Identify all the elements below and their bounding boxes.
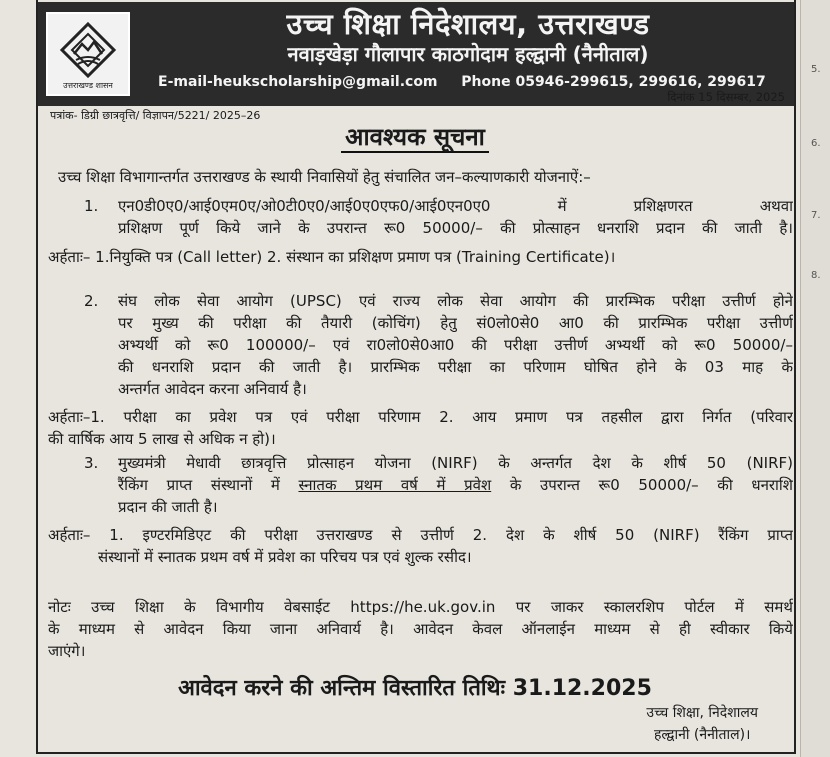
- intro-line: उच्च शिक्षा विभागान्तर्गत उत्तराखण्ड के स्थायी निवासियों हेतु संचालित जन–कल्याणकारी योजनाऐं:–: [58, 168, 591, 186]
- deadline-text: आवेदन करने की अन्तिम विस्तारित तिथिः 31.12.2025: [178, 676, 652, 701]
- margin-number: 6.: [811, 138, 821, 149]
- item-line: [48, 474, 793, 496]
- phone-text: Phone 05946-299615, 299616, 299617: [461, 74, 766, 90]
- note-line: जाएंगे।: [48, 642, 86, 660]
- eligibility-line: अर्हताः–1. परीक्षा का प्रवेश पत्र एवं परीक्षा परिणाम 2. आय प्रमाण पत्र तहसील द्वारा निर्गत (परिवार: [48, 408, 793, 426]
- adjacent-column: [800, 0, 830, 757]
- margin-number: 7.: [811, 210, 821, 221]
- office-title: उच्च शिक्षा निदेशालय, उत्तराखण्ड: [286, 7, 650, 41]
- item-number: 1.: [84, 197, 99, 215]
- eligibility-line: की वार्षिक आय 5 लाख से अधिक न हो)।: [48, 430, 276, 448]
- contact-line: [158, 74, 788, 90]
- item-line: प्रशिक्षण पूर्ण किये जाने के उपरान्त रू0 50000/– की प्रोत्साहन धनराशि प्रदान की जाती है।: [118, 219, 793, 237]
- letter-number: पत्रांक- डिग्री छात्रवृत्ति/ विज्ञापन/5221/ 2025–26: [50, 109, 261, 122]
- notice-title-text: आवश्यक सूचना: [341, 123, 489, 153]
- underlined-phrase: स्नातक प्रथम वर्ष में प्रवेश: [298, 476, 492, 494]
- item-line: मुख्यमंत्री मेधावी छात्रवृत्ति प्रोत्साहन योजना (NIRF) के अन्तर्गत देश के शीर्ष 50 (NIRF): [118, 454, 793, 472]
- notice-title: [0, 120, 830, 153]
- scheme-item-1: [48, 195, 793, 268]
- item-line-part: के उपरान्त रू0 50000/– की धनराशि: [491, 476, 793, 494]
- eligibility-line: अर्हताः– 1.नियुक्ति पत्र (Call letter) 2. संस्थान का प्रशिक्षण प्रमाण पत्र (Training Certificate)।: [48, 248, 616, 266]
- scheme-item-3: [48, 452, 793, 568]
- signature-line: हल्द्वानी (नैनीताल)।: [653, 727, 751, 743]
- email-text: E-mail-heukscholarship@gmail.com: [158, 74, 438, 90]
- item-number: 3.: [84, 454, 99, 472]
- signature-block: [646, 702, 758, 746]
- item-line-part: रैंकिंग प्राप्त संस्थानों में: [118, 476, 299, 494]
- item-line: अन्तर्गत आवेदन करना अनिवार्य है।: [118, 380, 307, 398]
- eligibility-line: अर्हताः– 1. इण्टरमिडिएट की परीक्षा उत्तराखण्ड से उत्तीर्ण 2. देश के शीर्ष 50 (NIRF) रैंकिंग प्राप्त: [48, 526, 793, 544]
- eligibility-line: संस्थानों में स्नातक प्रथम वर्ष में प्रवेश का परिचय पत्र एवं शुल्क रसीद।: [98, 548, 472, 566]
- note-block: [48, 596, 793, 662]
- logo-caption: उत्तराखण्ड शासन: [63, 81, 113, 90]
- item-line: अभ्यर्थी को रू0 100000/– एवं रा0लो0से0आ0 की परीक्षा उत्तीर्ण अभ्यर्थी को रू0 50000/–: [118, 336, 793, 354]
- uttarakhand-emblem-icon: [46, 12, 130, 96]
- item-line: संघ लोक सेवा आयोग (UPSC) एवं राज्य लोक सेवा आयोग की प्रारम्भिक परीक्षा उत्तीर्ण होने: [118, 292, 793, 310]
- note-line: के माध्यम से आवेदन किया जाना अनिवार्य है। आवेदन केवल ऑनलाईन माध्यम से ही स्वीकार किये: [48, 620, 793, 638]
- item-line: पर मुख्य की परीक्षा की तैयारी (कोचिंग) हेतु सं0लो0से0 आ0 की प्रारम्भिक परीक्षा उत्तीर्ण: [118, 314, 793, 332]
- signature-line: उच्च शिक्षा, निदेशालय: [646, 705, 758, 721]
- item-number: 2.: [84, 292, 99, 310]
- margin-number: 8.: [811, 270, 821, 281]
- item-line: प्रदान की जाती है।: [118, 498, 218, 516]
- notice-date: दिनांक 15 दिसम्बर, 2025: [667, 90, 785, 104]
- note-line: नोटः उच्च शिक्षा के विभागीय वेबसाईट https://he.uk.gov.in पर जाकर स्कालरशिप पोर्टल में समर्थ: [48, 598, 793, 616]
- item-line: की धनराशि प्रदान की जाती है। प्रारम्भिक परीक्षा का परिणाम घोषित होने के 03 माह के: [118, 358, 793, 376]
- item-line: एन0डी0ए0/आई0एम0ए/ओ0टी0ए0/आई0ए0एफ0/आई0एन0ए0 में प्रशिक्षणरत अथवा: [118, 197, 793, 215]
- intro-text: [48, 166, 793, 188]
- office-address: नवाड़खेड़ा गौलापार काठगोदाम हल्द्वानी (नैनीताल): [287, 42, 649, 66]
- scheme-item-2: [48, 290, 793, 450]
- margin-number: 5.: [811, 64, 821, 75]
